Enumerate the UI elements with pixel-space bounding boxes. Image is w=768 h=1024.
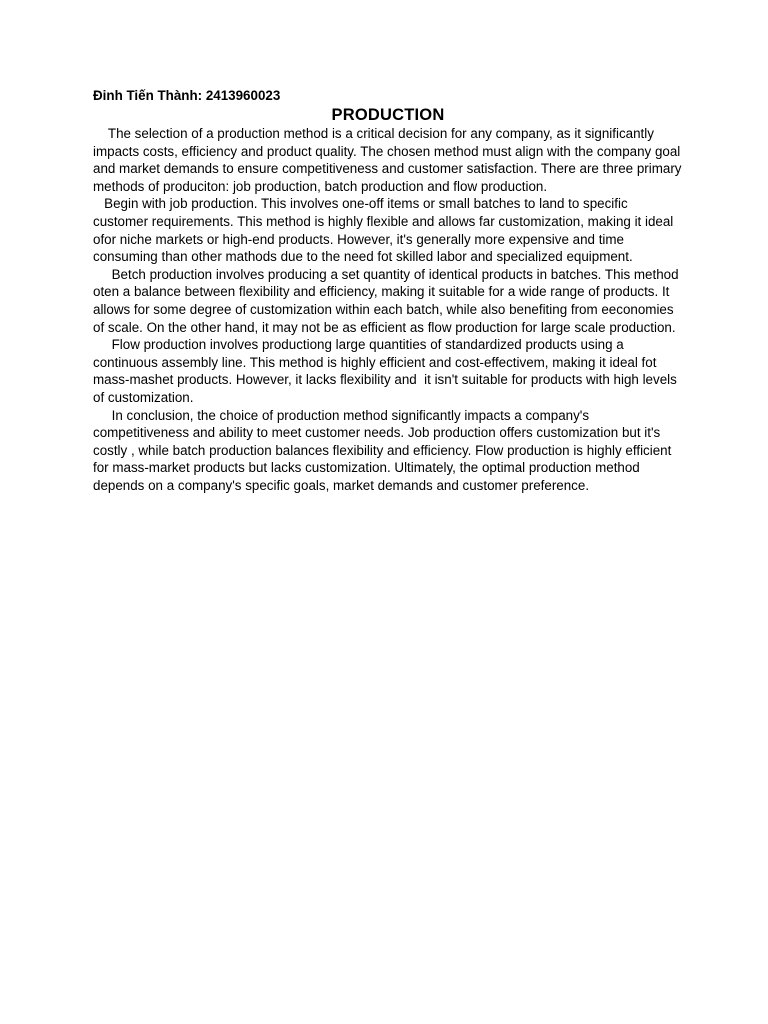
paragraph-conclusion: In conclusion, the choice of production method significantly impacts a company's competitiveness and ability to meet customer needs. Job production offers customization but it's costly , while batch production balances flexibility and efficiency. Flow production is highly efficient for mass-market products but lacks customization. Ultimately, the optimal production method depends on a company's specific goals, market demands and customer preference. xyxy=(93,407,676,493)
paragraph-flow-production: Flow production involves productiong large quantities of standardized products using a continuous assembly line. This method is highly efficient and cost-effectivem, making it ideal fot mass-mashet products. However, it lacks flexibility and it isn't suitable for products with high levels of customization. xyxy=(93,337,681,405)
paragraph-job-production: Begin with job production. This involves one-off items or small batches to land to specific customer requirements. This method is highly flexible and allows far customization, making it ideal ofor niche markets or high-end products. However, it's generally more expensive and time consuming than other mathods due to the need fot skilled labor and specialized equipment. xyxy=(93,196,678,265)
document-body xyxy=(93,87,686,494)
author-line: Đinh Tiến Thành: 2413960023 xyxy=(93,88,281,103)
paragraph-introduction: The selection of a production method is a critical decision for any company, as it significantly impacts costs, efficiency and product quality. The chosen method must align with the company goal and market demands to ensure competitiveness and customer satisfaction. There are three primary methods of produciton: job production, batch production and flow production. xyxy=(93,126,686,194)
paragraph-batch-production: Betch production involves producing a set quantity of identical products in batches. This method oten a balance between flexibility and efficiency, making it suitable for a wide range of products. It allows for some degree of customization within each batch, while also benefiting from eeconomies of scale. On the other hand, it may not be as efficient as flow production for large scale production. xyxy=(93,266,683,335)
document-title: PRODUCTION xyxy=(331,106,445,124)
